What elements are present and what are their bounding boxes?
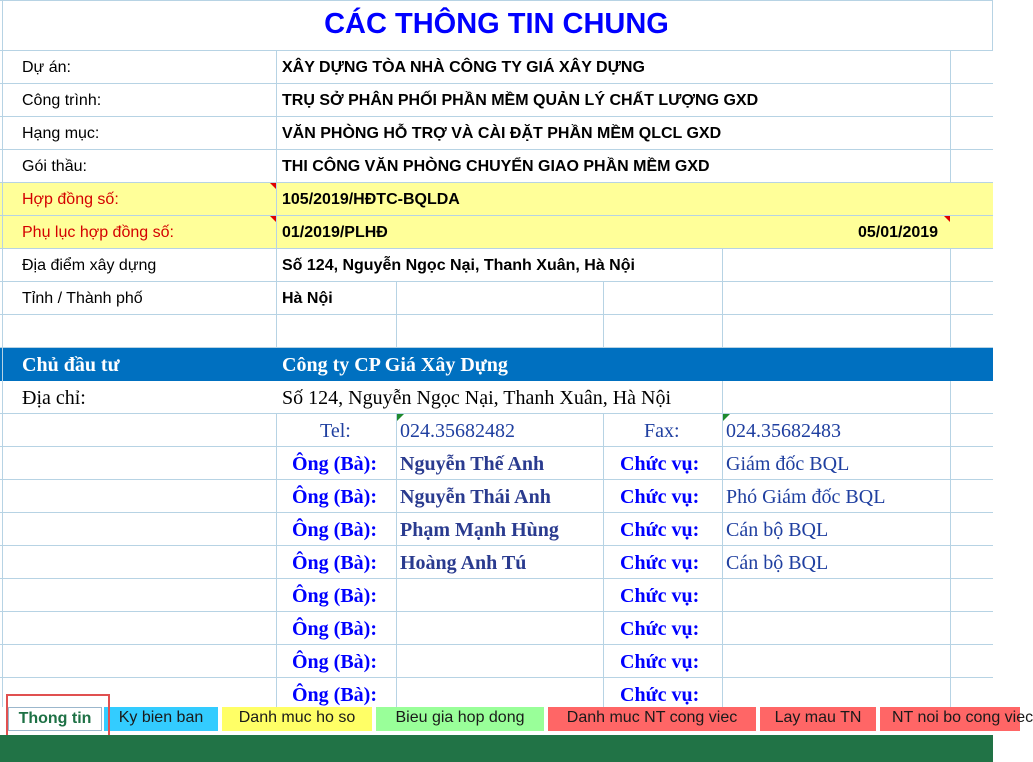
label-province: Tỉnh / Thành phố — [22, 290, 143, 307]
value-project[interactable]: XÂY DỰNG TÒA NHÀ CÔNG TY GIÁ XÂY DỰNG — [282, 59, 645, 76]
person-label: Ông (Bà): — [292, 486, 377, 508]
label-appendix-number: Phụ lục hợp đồng số: — [22, 224, 174, 241]
label-location: Địa điểm xây dựng — [22, 257, 157, 274]
position-label: Chức vụ: — [620, 552, 700, 574]
tel-value[interactable]: 024.35682482 — [400, 420, 515, 442]
sheet-tab-bar — [0, 707, 1033, 735]
person-label: Ông (Bà): — [292, 618, 377, 640]
owner-label: Chủ đầu tư — [22, 354, 120, 376]
sheet-tab-nt-noi-bo-cong-viec[interactable]: NT noi bo cong viec — [880, 707, 1020, 731]
sheet-tab-danh-muc-ho-so[interactable]: Danh muc ho so — [222, 707, 372, 731]
person-name[interactable]: Nguyễn Thái Anh — [400, 486, 551, 508]
person-label: Ông (Bà): — [292, 585, 377, 607]
person-label: Ông (Bà): — [292, 684, 377, 706]
active-tab-highlight-box — [6, 694, 110, 741]
status-bar — [0, 735, 993, 762]
person-position[interactable]: Giám đốc BQL — [726, 453, 850, 475]
address-label: Địa chỉ: — [22, 387, 86, 409]
value-province[interactable]: Hà Nội — [282, 290, 333, 307]
value-package[interactable]: THI CÔNG VĂN PHÒNG CHUYỂN GIAO PHẦN MỀM GXD — [282, 158, 710, 175]
person-name[interactable]: Phạm Mạnh Hùng — [400, 519, 559, 541]
position-label: Chức vụ: — [620, 453, 700, 475]
comment-indicator[interactable] — [270, 183, 276, 189]
sheet-tab-ky-bien-ban[interactable]: Ky bien ban — [104, 707, 218, 731]
position-label: Chức vụ: — [620, 684, 700, 706]
position-label: Chức vụ: — [620, 486, 700, 508]
comment-indicator[interactable] — [270, 216, 276, 222]
value-contract-number[interactable]: 105/2019/HĐTC-BQLDA — [282, 191, 460, 208]
tel-label: Tel: — [320, 420, 351, 442]
person-name[interactable]: Nguyễn Thế Anh — [400, 453, 545, 475]
fax-label: Fax: — [644, 420, 680, 442]
person-position[interactable]: Cán bộ BQL — [726, 519, 829, 541]
label-construction: Công trình: — [22, 92, 102, 109]
person-label: Ông (Bà): — [292, 519, 377, 541]
label-package: Gói thầu: — [22, 158, 87, 175]
highlight-row-contract — [0, 183, 993, 216]
comment-indicator[interactable] — [944, 216, 950, 222]
label-contract-number: Hợp đồng số: — [22, 191, 119, 208]
label-category: Hạng mục: — [22, 125, 100, 142]
position-label: Chức vụ: — [620, 585, 700, 607]
person-position[interactable]: Cán bộ BQL — [726, 552, 829, 574]
value-appendix-date[interactable]: 05/01/2019 — [858, 224, 939, 241]
sheet-tab-danh-muc-nt-cong-viec[interactable]: Danh muc NT cong viec — [548, 707, 756, 731]
sheet-tab-lay-mau-tn[interactable]: Lay mau TN — [760, 707, 876, 731]
person-label: Ông (Bà): — [292, 453, 377, 475]
sheet-title: CÁC THÔNG TIN CHUNG — [324, 8, 669, 40]
sheet-tab-bieu-gia-hop-dong[interactable]: Bieu gia hop dong — [376, 707, 544, 731]
label-project: Dự án: — [22, 59, 71, 76]
value-appendix-number[interactable]: 01/2019/PLHĐ — [282, 224, 388, 241]
person-name[interactable]: Hoàng Anh Tú — [400, 552, 527, 574]
person-label: Ông (Bà): — [292, 651, 377, 673]
value-location[interactable]: Số 124, Nguyễn Ngọc Nại, Thanh Xuân, Hà Nội — [282, 257, 635, 274]
position-label: Chức vụ: — [620, 519, 700, 541]
address-value[interactable]: Số 124, Nguyễn Ngọc Nại, Thanh Xuân, Hà Nội — [282, 387, 672, 409]
person-label: Ông (Bà): — [292, 552, 377, 574]
person-position[interactable]: Phó Giám đốc BQL — [726, 486, 886, 508]
value-category[interactable]: VĂN PHÒNG HỖ TRỢ VÀ CÀI ĐẶT PHẦN MỀM QLCL GXD — [282, 125, 722, 142]
position-label: Chức vụ: — [620, 651, 700, 673]
sheet-tab-thong-tin[interactable]: Thong tin — [8, 707, 102, 731]
owner-name[interactable]: Công ty CP Giá Xây Dựng — [282, 354, 508, 376]
value-construction[interactable]: TRỤ SỞ PHÂN PHỐI PHẦN MỀM QUẢN LÝ CHẤT LƯỢNG GXD — [282, 92, 759, 109]
fax-value[interactable]: 024.35682483 — [726, 420, 841, 442]
position-label: Chức vụ: — [620, 618, 700, 640]
